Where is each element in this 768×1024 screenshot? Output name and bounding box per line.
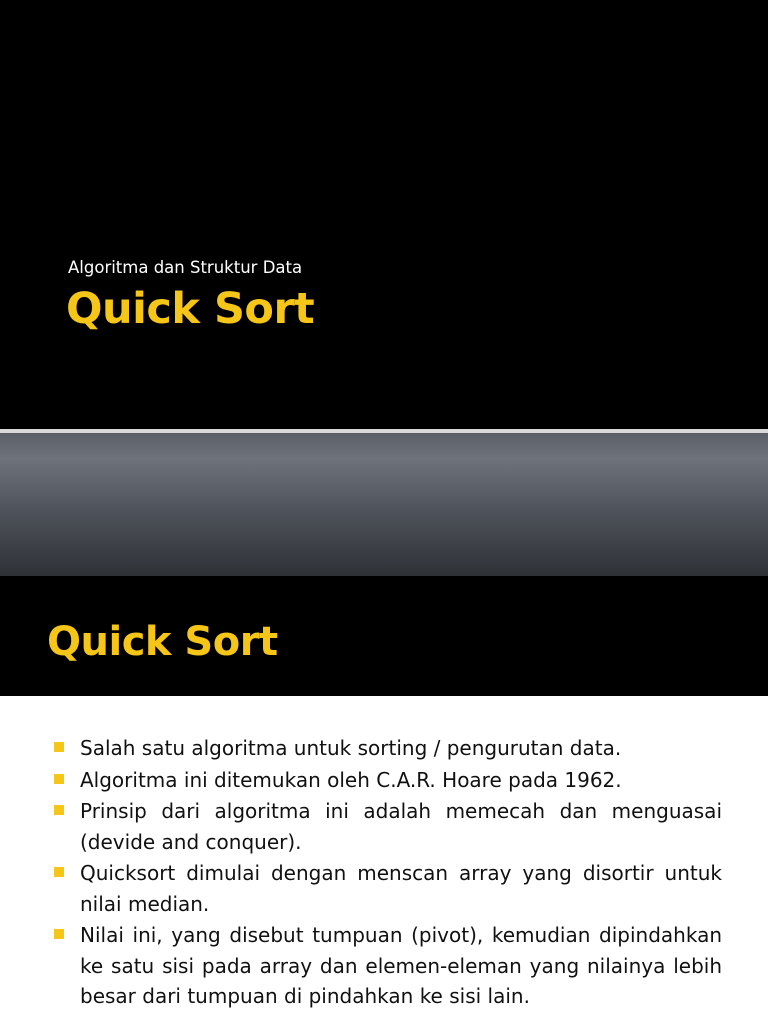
bullet-text: Prinsip dari algoritma ini adalah memecah dan menguasai (devide and conquer). bbox=[80, 799, 722, 854]
bullet-list bbox=[52, 733, 722, 1013]
slide-subtitle: Algoritma dan Struktur Data bbox=[68, 258, 303, 277]
bullet-item bbox=[52, 733, 722, 764]
square-bullet-icon bbox=[54, 774, 64, 784]
title-slide bbox=[0, 0, 768, 429]
square-bullet-icon bbox=[54, 867, 64, 877]
bullet-item bbox=[52, 765, 722, 796]
content-slide-title: Quick Sort bbox=[47, 619, 278, 665]
content-slide bbox=[0, 433, 768, 1024]
square-bullet-icon bbox=[54, 805, 64, 815]
gradient-banner bbox=[0, 433, 768, 576]
content-slide-header bbox=[0, 576, 768, 696]
bullet-item bbox=[52, 858, 722, 919]
bullet-item bbox=[52, 796, 722, 857]
bullet-text: Quicksort dimulai dengan menscan array yang disortir untuk nilai median. bbox=[80, 861, 722, 916]
content-slide-body bbox=[0, 696, 768, 1024]
bullet-text: Nilai ini, yang disebut tumpuan (pivot), kemudian dipindahkan ke satu sisi pada array dan elemen-eleman yang nilainya lebih besar dari tumpuan di pindahkan ke sisi lain. bbox=[80, 923, 722, 1008]
bullet-item bbox=[52, 920, 722, 1012]
bullet-text: Algoritma ini ditemukan oleh C.A.R. Hoare pada 1962. bbox=[80, 767, 622, 792]
square-bullet-icon bbox=[54, 929, 64, 939]
bullet-text: Salah satu algoritma untuk sorting / pengurutan data. bbox=[80, 736, 622, 760]
square-bullet-icon bbox=[54, 742, 64, 752]
slide-title: Quick Sort bbox=[66, 284, 315, 334]
